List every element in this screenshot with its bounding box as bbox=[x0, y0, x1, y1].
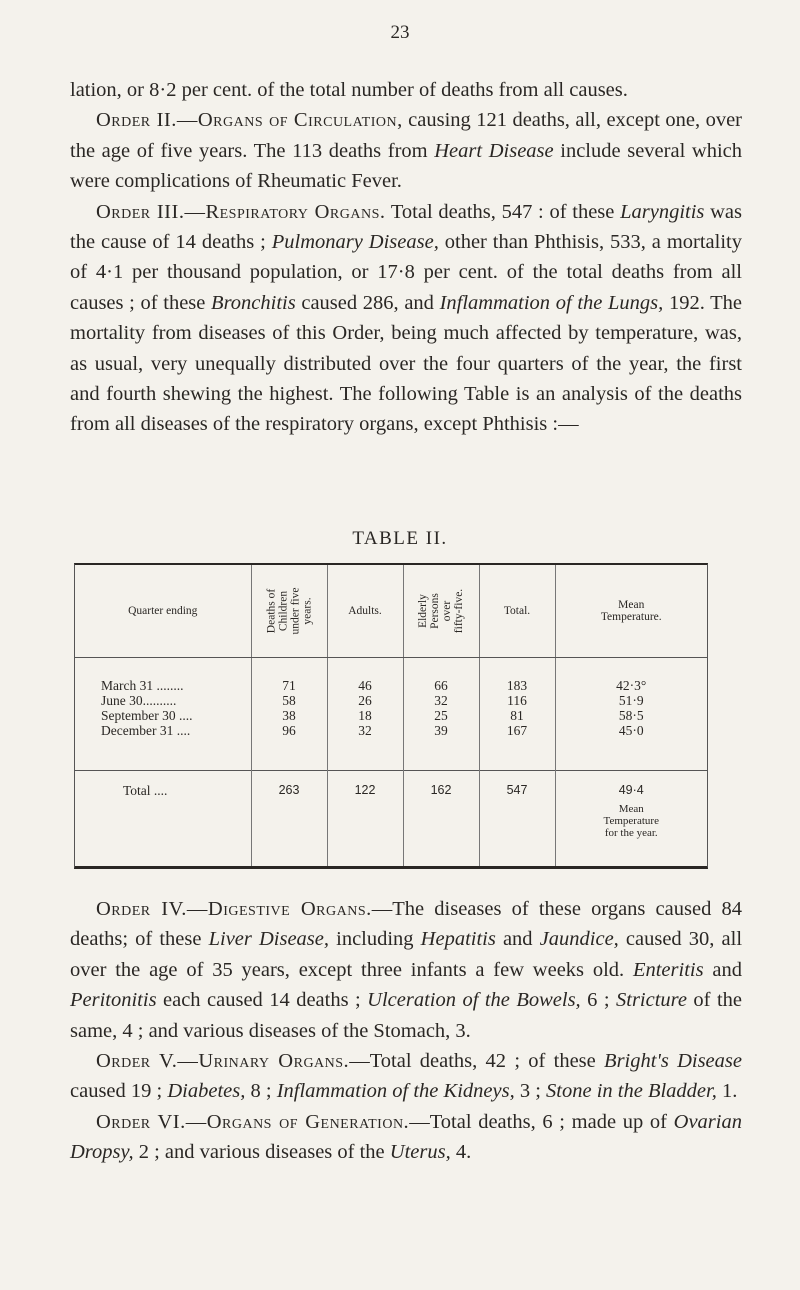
cell-value: 183 bbox=[506, 678, 528, 693]
table-header-row bbox=[75, 565, 707, 658]
paragraph-text: 4. bbox=[450, 1141, 472, 1164]
cell-value: 42·3° bbox=[616, 678, 647, 693]
cell-value: 18 bbox=[358, 708, 372, 723]
table-row: December 31 .... bbox=[101, 723, 191, 738]
adults-column bbox=[327, 658, 403, 771]
cell-value: 38 bbox=[282, 708, 296, 723]
disease-term: Ovarian Dropsy, bbox=[70, 1110, 742, 1164]
table-total-row bbox=[75, 770, 707, 866]
paragraph-text: and bbox=[703, 958, 742, 981]
paragraph-text: other than Phthisis, 533, a mortality of 4·1 per thousand population, or 17·8 per cent. of the total deaths from all causes ; of these bbox=[70, 231, 742, 314]
paragraph-text: 1. bbox=[716, 1080, 738, 1103]
cell-value: 58·5 bbox=[618, 708, 644, 723]
cell-value: 96 bbox=[282, 723, 296, 738]
section-heading: Order VI.—Organs of Generation. bbox=[96, 1110, 410, 1133]
disease-term: Ulceration of the Bowels, bbox=[367, 989, 581, 1012]
paragraph-text: of the same, 4 ; and various diseases of the Stomach, 3. bbox=[70, 989, 743, 1042]
cell-value: 32 bbox=[358, 723, 372, 738]
cell-value: 71 bbox=[282, 678, 296, 693]
paragraph-order-ii bbox=[70, 105, 742, 196]
paragraph-text: each caused 14 deaths ; bbox=[156, 989, 368, 1012]
paragraph-order-iii bbox=[70, 197, 742, 440]
disease-term: Liver Disease, bbox=[208, 928, 330, 951]
disease-term: Enteritis bbox=[632, 958, 704, 981]
disease-term: Jaundice, bbox=[539, 928, 619, 951]
disease-term: Bronchitis bbox=[211, 291, 296, 314]
header-quarter: Quarter ending bbox=[75, 565, 251, 658]
paragraph-text: was the cause of 14 deaths ; bbox=[70, 200, 742, 254]
paragraph-order-iv bbox=[70, 894, 742, 1046]
table-title: TABLE II. bbox=[352, 528, 448, 549]
header-total: Total. bbox=[479, 565, 555, 658]
paragraph-text: include several which were complications of Rheumatic Fever. bbox=[70, 139, 743, 193]
total-children: 263 bbox=[251, 770, 327, 866]
respiratory-deaths-table bbox=[74, 563, 708, 869]
cell-value: 45·0 bbox=[618, 723, 644, 738]
disease-term: Inflammation of the Kidneys, bbox=[276, 1080, 515, 1103]
disease-term: Uterus, bbox=[389, 1141, 451, 1164]
mean-temperature-column bbox=[555, 658, 707, 771]
disease-term: Diabetes, bbox=[167, 1080, 246, 1103]
paragraph-text: causing 121 deaths, all, except one, over the age of five years. The 113 deaths from bbox=[70, 109, 742, 162]
cell-value: 116 bbox=[507, 693, 527, 708]
table-row: March 31 ........ bbox=[101, 678, 184, 693]
cell-value: 58 bbox=[282, 693, 296, 708]
paragraph-text: including bbox=[329, 928, 421, 951]
cell-value: 26 bbox=[358, 693, 372, 708]
cell-value: 46 bbox=[358, 678, 372, 693]
paragraph-text: 2 ; and various diseases of the bbox=[133, 1141, 390, 1164]
cell-value: 81 bbox=[510, 708, 524, 723]
paragraph-text: and bbox=[495, 928, 540, 951]
table-row: June 30.......... bbox=[101, 693, 177, 708]
cell-value: 66 bbox=[434, 678, 448, 693]
disease-term: Pulmonary Disease, bbox=[271, 231, 439, 254]
disease-term: Inflammation of the Lungs, bbox=[439, 291, 664, 314]
paragraph-text: —Total deaths, 6 ; made up of bbox=[409, 1110, 674, 1133]
section-heading: Order IV.—Digestive Organs. bbox=[96, 898, 372, 920]
paragraph-continuation bbox=[70, 75, 742, 105]
bottom-text-block bbox=[70, 894, 742, 1168]
total-adults: 122 bbox=[327, 770, 403, 866]
disease-term: Stricture bbox=[616, 989, 687, 1012]
section-heading: Order V.—Urinary Organs. bbox=[96, 1050, 350, 1073]
cell-value: 32 bbox=[434, 693, 448, 708]
paragraph-text: 6 ; bbox=[580, 989, 616, 1012]
paragraph-text: —Total deaths, 42 ; of these bbox=[349, 1050, 605, 1073]
paragraph-order-vi bbox=[70, 1107, 742, 1168]
children-column bbox=[251, 658, 327, 771]
disease-term: Hepatitis bbox=[420, 928, 496, 951]
header-elderly: Elderly Persons over fifty-five. bbox=[403, 565, 479, 658]
top-text-block bbox=[70, 75, 742, 440]
paragraph-text: caused 286, and bbox=[295, 291, 440, 314]
header-adults: Adults. bbox=[327, 565, 403, 658]
disease-term: Heart Disease bbox=[434, 139, 554, 162]
paragraph-text: caused 30, all over the age of 35 years, except three infants a few weeks old. bbox=[70, 928, 743, 981]
cell-value: 25 bbox=[434, 708, 448, 723]
disease-term: Peritonitis bbox=[70, 989, 157, 1012]
total-total: 547 bbox=[479, 770, 555, 866]
cell-value: 49·4 bbox=[618, 782, 644, 797]
total-column bbox=[479, 658, 555, 771]
header-mean-temperature: Mean Temperature. bbox=[555, 565, 707, 658]
cell-value: 167 bbox=[506, 723, 528, 738]
elderly-column bbox=[403, 658, 479, 771]
total-label: Total .... bbox=[75, 770, 251, 866]
paragraph-text: Total deaths, 547 : of these bbox=[385, 200, 621, 223]
paragraph-text: 8 ; bbox=[245, 1080, 277, 1103]
disease-term: Laryngitis bbox=[620, 200, 705, 223]
paragraph-text: —The diseases of these organs caused 84 deaths; of these bbox=[70, 898, 742, 951]
paragraph-text: lation, or 8·2 per cent. of the total number of deaths from all causes. bbox=[70, 79, 628, 101]
mean-note: Mean Temperature for the year. bbox=[603, 802, 659, 839]
paragraph-text: 192. The mortality from diseases of this Order, being much affected by temperature, was, as usual, very unequally distributed over the four quarters of the year, the first and fourth shewing the highest. The following Table is an analysis of the deaths from all diseases of the respiratory organs, except Phthisis :— bbox=[70, 291, 742, 436]
page-number: 23 bbox=[390, 22, 410, 43]
paragraph-text: 3 ; bbox=[514, 1080, 547, 1103]
disease-term: Bright's Disease bbox=[604, 1050, 742, 1073]
table-row: September 30 .... bbox=[101, 708, 193, 723]
total-elderly: 162 bbox=[403, 770, 479, 866]
cell-value: 39 bbox=[434, 723, 448, 738]
section-heading: Order II.—Organs of Circulation, bbox=[96, 109, 403, 132]
total-mean-temperature bbox=[555, 770, 707, 866]
disease-term: Stone in the Bladder, bbox=[546, 1080, 717, 1103]
table-data-block bbox=[75, 658, 707, 771]
cell-value: 51·9 bbox=[618, 693, 644, 708]
section-heading: Order III.—Respiratory Organs. bbox=[96, 200, 386, 223]
quarter-column bbox=[75, 658, 251, 771]
paragraph-text: caused 19 ; bbox=[70, 1080, 168, 1103]
header-children: Deaths of Children under five years. bbox=[251, 565, 327, 658]
paragraph-order-v bbox=[70, 1046, 742, 1107]
